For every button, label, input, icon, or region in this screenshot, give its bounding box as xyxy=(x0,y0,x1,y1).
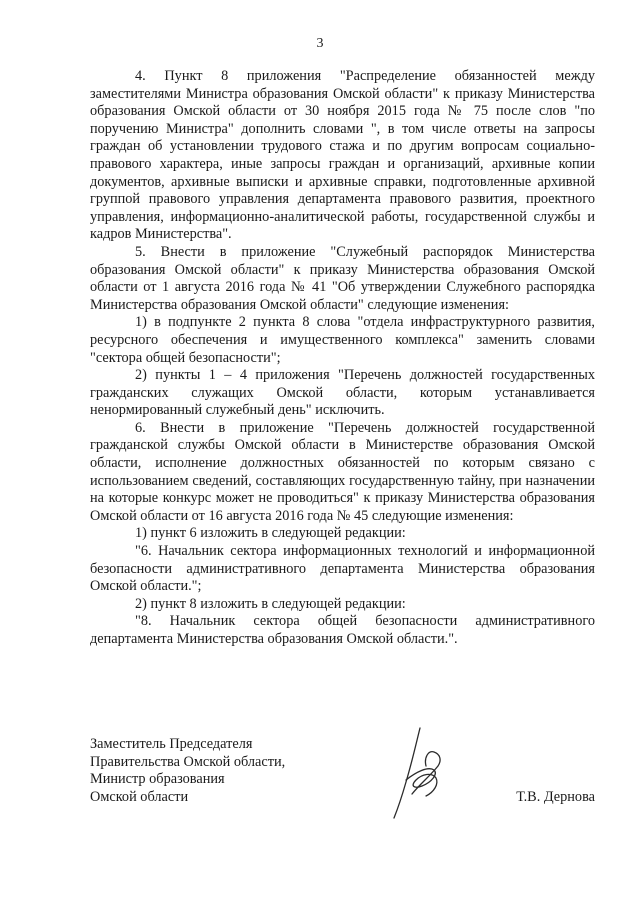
paragraph-item-6-sub-2-text: "8. Начальник сектора общей безопасности административного департамента Министерства образования Омской области.". xyxy=(90,613,595,647)
paragraph-item-6-sub-2: 2) пункт 8 изложить в следующей редакции: xyxy=(135,595,406,612)
signatory-name: Т.В. Дернова xyxy=(516,789,595,805)
signatory-title-line: Министр образования xyxy=(90,771,225,788)
paragraph-item-6: 6. Внести в приложение "Перечень должностей государственной гражданской службы Омской области в Министерстве образования Омской области, исполнение должностных обязанностей по которым связано с использованием сведений, составляющих государственную тайну, при назначении на которые конкурс может не проводиться" к приказу Министерства образования Омской области от 16 августа 2016 года № 45 следующие изменения: xyxy=(90,419,595,524)
paragraph-item-6-sub-1-text: "6. Начальник сектора информационных технологий и информационной безопасности административного департамента Министерства образования Омской области."; xyxy=(90,543,595,595)
paragraph-item-6-sub-1: 1) пункт 6 изложить в следующей редакции: xyxy=(135,525,406,542)
page-number: 3 xyxy=(316,36,324,51)
signatory-title-line: Правительства Омской области, xyxy=(90,753,286,770)
signatory-title xyxy=(90,736,350,806)
signatory-title-line: Заместитель Председателя xyxy=(90,736,253,752)
document-body xyxy=(90,68,595,649)
paragraph-item-5: 5. Внести в приложение "Служебный распорядок Министерства образования Омской области" к приказу Министерства образования Омской области от 1 августа 2016 года № 41 "Об утверждении Служебного распорядка Министерства образования Омской области" следующие изменения: xyxy=(90,243,595,313)
paragraph-item-5-sub-2: 2) пункты 1 – 4 приложения "Перечень должностей государственных гражданских служащих Омской области, которым устанавливается ненормированный служебный день" исключить. xyxy=(90,367,595,419)
paragraph-item-5-sub-1: 1) в подпункте 2 пункта 8 слова "отдела инфраструктурного развития, ресурсного обеспечения и имущественного комплекса" заменить словами "сектора общей безопасности"; xyxy=(90,314,595,366)
handwritten-signature xyxy=(376,722,456,822)
signatory-title-line: Омской области xyxy=(90,788,189,805)
paragraph-item-4: 4. Пункт 8 приложения "Распределение обязанностей между заместителями Министра образования Омской области" к приказу Министерства образования Омской области от 30 ноября 2015 года № 75 после слов "по поручению Министра" дополнить словами ", в том числе ответы на запросы граждан об установлении трудового стажа и по другим вопросам социально-правового характера, иные запросы граждан и организаций, архивные копии документов, архивные выписки и архивные справки, подготовленные архивной группой правового управления департамента правового развития, проектного управления, информационно-аналитической работы, государственной службы и кадров Министерства". xyxy=(90,68,595,243)
